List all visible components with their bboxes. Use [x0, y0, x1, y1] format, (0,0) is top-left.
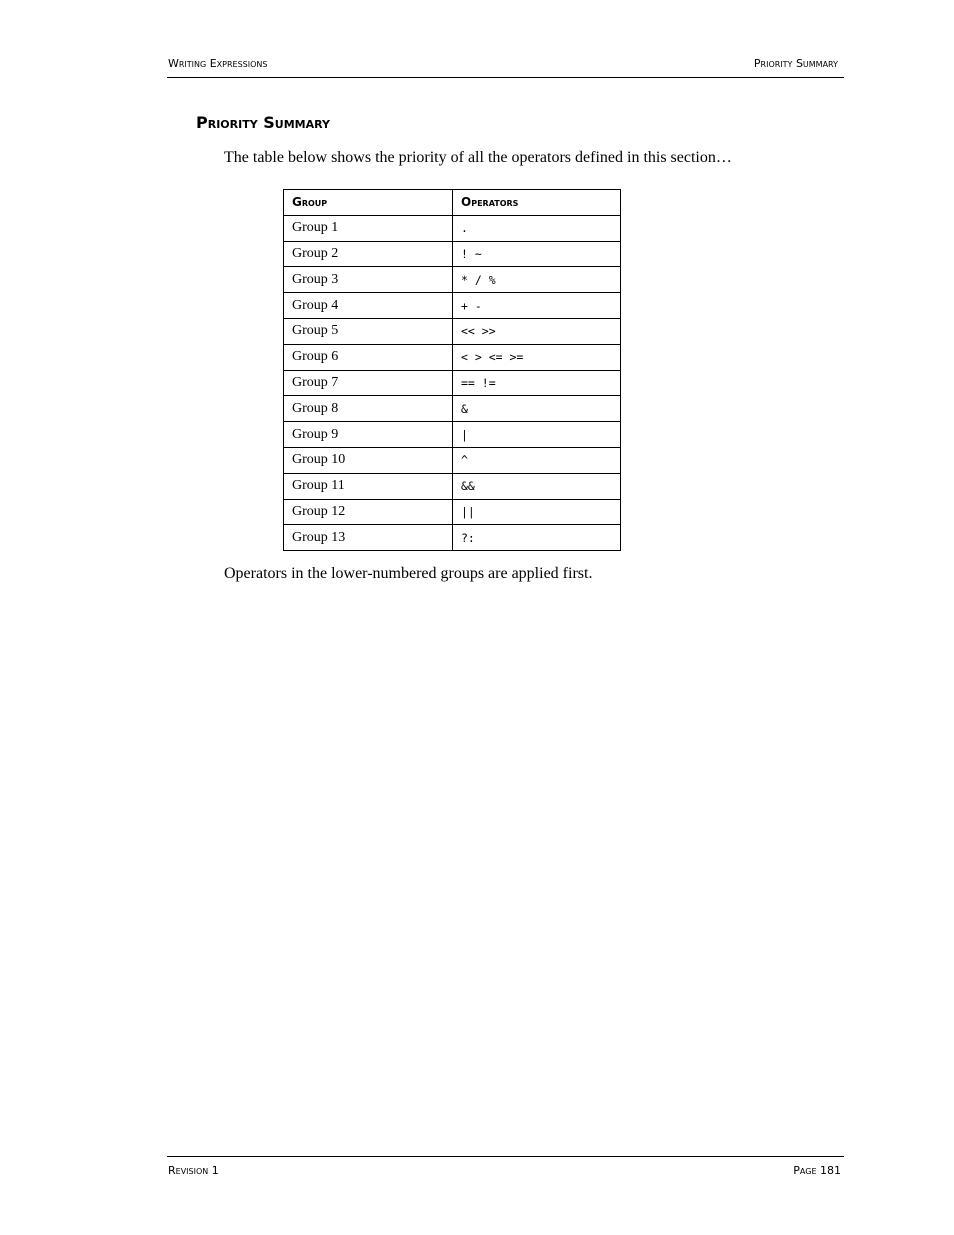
- group-cell: Group 6: [284, 344, 453, 370]
- table-row: [284, 215, 621, 241]
- footer-revision: Revision 1: [168, 1164, 219, 1177]
- group-cell: Group 4: [284, 293, 453, 319]
- operators-cell: ?:: [453, 525, 621, 551]
- operators-cell: &: [453, 396, 621, 422]
- table-header-row: [284, 190, 621, 216]
- closing-paragraph: Operators in the lower-numbered groups are applied first.: [224, 565, 593, 582]
- group-cell: Group 9: [284, 422, 453, 448]
- operators-cell: == !=: [453, 370, 621, 396]
- operators-cell: * / %: [453, 267, 621, 293]
- intro-paragraph: The table below shows the priority of all the operators defined in this section…: [224, 149, 732, 166]
- column-header-group: Group: [284, 190, 453, 216]
- table-row: [284, 318, 621, 344]
- column-header-operators: Operators: [453, 190, 621, 216]
- group-cell: Group 12: [284, 499, 453, 525]
- section-title: Priority Summary: [196, 113, 330, 132]
- operators-cell: ^: [453, 447, 621, 473]
- group-cell: Group 11: [284, 473, 453, 499]
- table-row: [284, 473, 621, 499]
- operators-cell: ||: [453, 499, 621, 525]
- table-row: [284, 422, 621, 448]
- group-cell: Group 5: [284, 318, 453, 344]
- group-cell: Group 1: [284, 215, 453, 241]
- table-row: [284, 525, 621, 551]
- table-row: [284, 241, 621, 267]
- group-cell: Group 7: [284, 370, 453, 396]
- table-row: [284, 396, 621, 422]
- footer-page-number: Page 181: [793, 1164, 841, 1177]
- operators-cell: .: [453, 215, 621, 241]
- table-row: [284, 293, 621, 319]
- table-row: [284, 447, 621, 473]
- table-row: [284, 344, 621, 370]
- operators-cell: < > <= >=: [453, 344, 621, 370]
- group-cell: Group 2: [284, 241, 453, 267]
- operators-cell: ! ~: [453, 241, 621, 267]
- page-footer: [167, 1156, 844, 1181]
- operator-priority-table: [283, 189, 621, 551]
- header-section-title: Priority Summary: [753, 57, 838, 70]
- group-cell: Group 10: [284, 447, 453, 473]
- header-chapter-title: Writing Expressions: [168, 57, 268, 70]
- table-row: [284, 267, 621, 293]
- page-header: [167, 56, 844, 78]
- table-row: [284, 499, 621, 525]
- operators-cell: << >>: [453, 318, 621, 344]
- group-cell: Group 13: [284, 525, 453, 551]
- operators-cell: + -: [453, 293, 621, 319]
- group-cell: Group 3: [284, 267, 453, 293]
- operators-cell: |: [453, 422, 621, 448]
- operators-cell: &&: [453, 473, 621, 499]
- group-cell: Group 8: [284, 396, 453, 422]
- table-row: [284, 370, 621, 396]
